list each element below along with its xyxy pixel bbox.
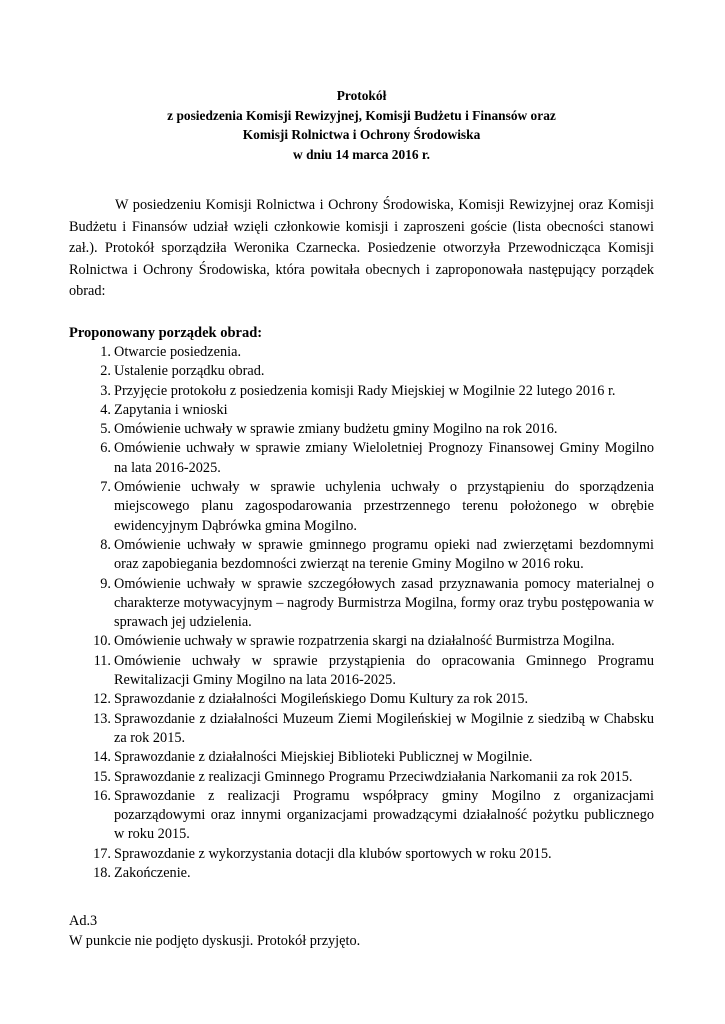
agenda-item-number: 8. — [100, 536, 111, 553]
agenda-item-number: 12. — [93, 691, 111, 708]
agenda-item-number: 1. — [100, 343, 111, 360]
agenda-item-text: Otwarcie posiedzenia. — [114, 343, 242, 360]
agenda-list — [69, 343, 654, 883]
agenda-item-number: 10. — [93, 633, 111, 650]
agenda-item-text: Omówienie uchwały w sprawie szczegółowych zasad przyznawania pomocy materialnej o charakterze motywacyjnym – nagrody Burmistrza Mogilna, formy oraz trybu postępowania w sprawach jej udzielenia. — [114, 575, 654, 631]
agenda-item-text: Sprawozdanie z działalności Miejskiej Biblioteki Publicznej w Mogilnie. — [114, 749, 533, 766]
agenda-item-number: 2. — [100, 363, 111, 380]
title-line-1: Protokół — [336, 88, 387, 103]
agenda-item — [69, 710, 654, 749]
agenda-item-text: Omówienie uchwały w sprawie zmiany budżetu gminy Mogilno na rok 2016. — [114, 421, 558, 438]
agenda-item — [69, 652, 654, 691]
agenda-item-text: Omówienie uchwały w sprawie uchylenia uchwały o przystąpieniu do sporządzenia miejscowego planu zagospodarowania przestrzennego terenu położonego w obrębie ewidencyjnym Dąbrówka gmina Mogilno. — [114, 479, 654, 534]
agenda-item-number: 5. — [100, 421, 111, 438]
agenda-item-number: 6. — [100, 440, 111, 457]
agenda-item — [69, 478, 654, 536]
agenda-item — [69, 420, 654, 439]
ad3-label: Ad.3 — [69, 913, 98, 930]
agenda-item-number: 11. — [93, 652, 111, 669]
agenda-item — [69, 343, 654, 362]
agenda-item-text: Omówienie uchwały w sprawie przystąpienia do opracowania Gminnego Programu Rewitalizacji Gminy Mogilno na lata 2016-2025. — [114, 652, 654, 689]
agenda-item-number: 9. — [100, 575, 111, 592]
agenda-item-text: Omówienie uchwały w sprawie gminnego programu opieki nad zwierzętami bezdomnymi oraz zapobiegania bezdomności zwierząt na terenie Gminy Mogilno w 2016 roku. — [114, 536, 654, 573]
agenda-item — [69, 536, 654, 575]
agenda-item-text: Omówienie uchwały w sprawie zmiany Wieloletniej Prognozy Finansowej Gminy Mogilno na lata 2016-2025. — [114, 440, 654, 476]
agenda-item — [69, 845, 654, 864]
agenda-item — [69, 768, 654, 787]
agenda-item-text: Omówienie uchwały w sprawie rozpatrzenia skargi na działalność Burmistrza Mogilna. — [114, 633, 615, 650]
agenda-item-number: 4. — [100, 401, 111, 418]
agenda-item — [69, 362, 654, 381]
agenda-item-number: 13. — [93, 710, 111, 727]
agenda-heading: Proponowany porządek obrad: — [69, 324, 263, 341]
agenda-item — [69, 864, 654, 883]
agenda-item — [69, 632, 654, 651]
agenda-item — [69, 382, 654, 401]
title-line-4: w dniu 14 marca 2016 r. — [293, 146, 430, 162]
title-line-2: z posiedzenia Komisji Rewizyjnej, Komisji Budżetu i Finansów oraz — [167, 107, 556, 123]
agenda-item-number: 3. — [100, 382, 111, 399]
agenda-item — [69, 401, 654, 420]
agenda-item-text: Sprawozdanie z wykorzystania dotacji dla klubów sportowych w roku 2015. — [114, 845, 552, 862]
agenda-item-number: 15. — [93, 768, 111, 785]
agenda-item-number: 14. — [93, 749, 111, 766]
ad3-text: W punkcie nie podjęto dyskusji. Protokół przyjęto. — [69, 932, 361, 949]
agenda-item — [69, 575, 654, 633]
document-title — [69, 86, 654, 164]
agenda-item-text: Sprawozdanie z działalności Muzeum Ziemi Mogileńskiej w Mogilnie z siedzibą w Chabsku za rok 2015. — [114, 710, 654, 746]
agenda-item-number: 18. — [93, 864, 111, 881]
agenda-item-text: Sprawozdanie z realizacji Gminnego Programu Przeciwdziałania Narkomanii za rok 2015. — [114, 768, 633, 785]
agenda-item-number: 16. — [93, 787, 111, 804]
agenda-item-number: 17. — [93, 845, 111, 862]
agenda-item-text: Sprawozdanie z działalności Mogileńskiego Domu Kultury za rok 2015. — [114, 691, 529, 708]
agenda-item — [69, 439, 654, 478]
agenda-item-text: Ustalenie porządku obrad. — [114, 363, 265, 380]
agenda-item — [69, 690, 654, 709]
agenda-item-text: Zakończenie. — [114, 864, 191, 881]
agenda-item — [69, 787, 654, 845]
agenda-item-number: 7. — [100, 479, 111, 496]
agenda-item-text: Sprawozdanie z realizacji Programu współpracy gminy Mogilno z organizacjami pozarządowymi oraz innymi organizacjami prowadzącymi działalność pożytku publicznego w roku 2015. — [114, 787, 654, 843]
agenda-item — [69, 748, 654, 767]
intro-paragraph: W posiedzeniu Komisji Rolnictwa i Ochrony Środowiska, Komisji Rewizyjnej oraz Komisji Budżetu i Finansów udział wzięli członkowie komisji i zaproszeni goście (lista obecności stanowi zał.). Protokół sporządziła Weronika Czarnecka. Posiedzenie otworzyła Przewodnicząca Komisji Rolnictwa i Ochrony Środowiska, która powitała obecnych i zaproponowała następujący porządek obrad: — [69, 197, 654, 300]
title-line-3: Komisji Rolnictwa i Ochrony Środowiska — [242, 127, 481, 142]
agenda-item-text: Przyjęcie protokołu z posiedzenia komisji Rady Miejskiej w Mogilnie 22 lutego 2016 r. — [114, 382, 616, 399]
ad3-section — [69, 912, 654, 951]
agenda-item-text: Zapytania i wnioski — [114, 401, 228, 418]
